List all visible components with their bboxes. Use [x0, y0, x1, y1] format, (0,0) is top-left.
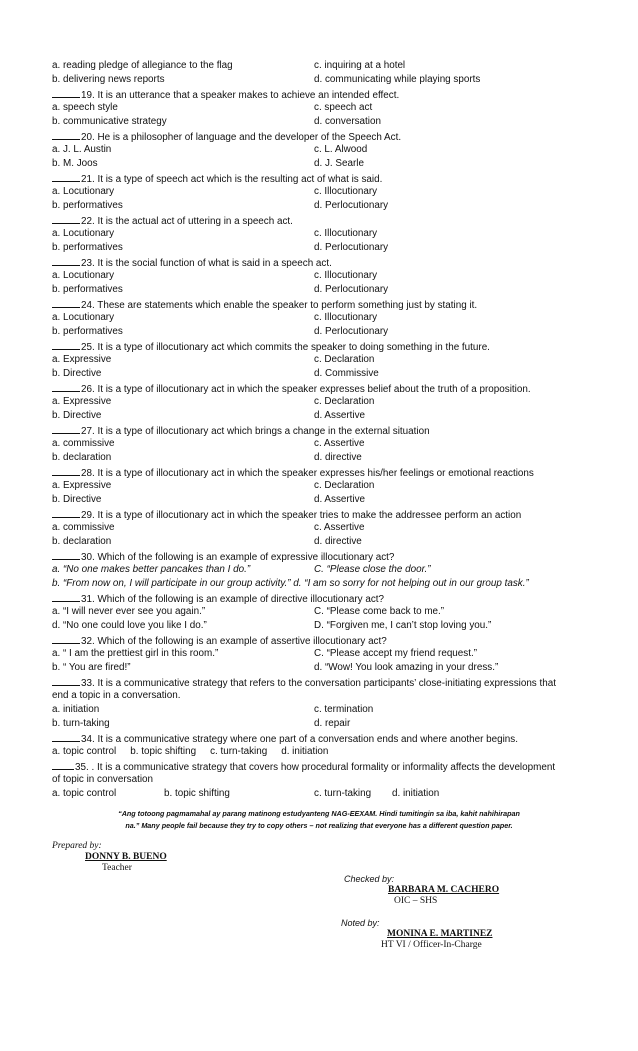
option-left: a. Locutionary: [52, 270, 115, 281]
quote-line-1: “Ang totoong pagmamahal ay parang matinong estudyanteng NAG-EEXAM. Hindi tumitingin sa iba, kahit nahihirapan: [118, 809, 520, 818]
options-row: [52, 115, 600, 129]
option-left: b. “ You are fired!”: [52, 662, 131, 673]
option-right: d. J. Searle: [314, 158, 364, 169]
question-text: 31. Which of the following is an example of directive illocutionary act?: [81, 594, 384, 605]
option-left: a. Expressive: [52, 354, 112, 365]
option-right: D. “Forgiven me, I can’t stop loving you.”: [314, 620, 492, 631]
quote-line-2: na.” Many people fail because they try to copy others – not realizing that everyone has a different question paper.: [125, 821, 513, 830]
options-row: [52, 437, 600, 451]
checked-by-name: BARBARA M. CACHERO: [388, 885, 500, 895]
option-left: a. Locutionary: [52, 186, 115, 197]
closing-quote: [0, 808, 638, 832]
option-left: b. performatives: [52, 200, 123, 211]
options-row: [52, 521, 600, 535]
question-text: 34. It is a communicative strategy where one part of a conversation ends and where another begins.: [81, 734, 518, 745]
option-left: b. performatives: [52, 326, 123, 337]
text-line: end a topic in a conversation.: [52, 690, 181, 701]
prepared-by-role: Teacher: [102, 863, 132, 873]
option-left: a. commissive: [52, 438, 115, 449]
option-right: d. Perlocutionary: [314, 326, 389, 337]
options-row: [52, 283, 600, 297]
option-left: a. “No one makes better pancakes than I do.”: [52, 564, 251, 575]
question-text: 33. It is a communicative strategy that refers to the conversation participants’ close-initiating expressions that: [81, 678, 556, 689]
text-line: of topic in conversation: [52, 774, 154, 785]
option-right: d. repair: [314, 718, 351, 729]
option-inline: d. initiation: [281, 746, 329, 757]
question-text: 26. It is a type of illocutionary act in which the speaker expresses belief about the truth of a proposition.: [81, 384, 531, 395]
options-row: [52, 395, 600, 409]
options-row: [52, 353, 600, 367]
question-line: [52, 171, 600, 185]
option-left: b. delivering news reports: [52, 74, 165, 85]
options-row: [52, 479, 600, 493]
option-left: a. initiation: [52, 704, 100, 715]
option-inline: b. topic shifting: [130, 746, 197, 757]
answer-blank: [52, 731, 80, 742]
noted-by-role: HT VI / Officer-In-Charge: [381, 940, 482, 950]
question-text: 24. These are statements which enable the speaker to perform something just by stating it.: [81, 300, 478, 311]
option-left: b. Directive: [52, 494, 102, 505]
answer-blank: [52, 759, 74, 770]
option-left: a. “ I am the prettiest girl in this room.”: [52, 648, 219, 659]
question-line: [52, 129, 600, 143]
options-row: [52, 199, 600, 213]
option-left: a. J. L. Austin: [52, 144, 112, 155]
question-text: 28. It is a type of illocutionary act in which the speaker expresses his/her feelings or emotional reactions: [81, 468, 534, 479]
option-right: d. Perlocutionary: [314, 242, 389, 253]
options-row: [52, 269, 600, 283]
option-left: b. performatives: [52, 242, 123, 253]
options-row: [52, 493, 600, 507]
question-line: [52, 759, 600, 773]
options-row: [52, 73, 600, 87]
noted-by-name: MONINA E. MARTINEZ: [387, 929, 493, 939]
question-text: 29. It is a type of illocutionary act in which the speaker tries to make the addressee perform an action: [81, 510, 522, 521]
option-right: c. Declaration: [314, 354, 375, 365]
question-text: 22. It is the actual act of uttering in a speech act.: [81, 216, 293, 227]
question-line: [52, 465, 600, 479]
answer-blank: [52, 87, 80, 98]
question-text: 25. It is a type of illocutionary act which commits the speaker to doing something in the future.: [81, 342, 490, 353]
answer-blank: [52, 465, 80, 476]
option-inline: a. topic control: [52, 746, 117, 757]
option-right: d. Perlocutionary: [314, 200, 389, 211]
checked-by-block: [344, 874, 499, 907]
option-left: b. Directive: [52, 410, 102, 421]
prepared-by-label: Prepared by:: [52, 841, 102, 851]
option-right: d. Perlocutionary: [314, 284, 389, 295]
option-right: c. Declaration: [314, 396, 375, 407]
option-right: c. Illocutionary: [314, 312, 378, 323]
answer-blank: [52, 591, 80, 602]
options-row: [52, 535, 600, 549]
option-left: a. Expressive: [52, 396, 112, 407]
option-left: a. Locutionary: [52, 312, 115, 323]
answer-blank: [52, 129, 80, 140]
option-left: a. Expressive: [52, 480, 112, 491]
question-line: [52, 633, 600, 647]
options-row: [52, 647, 600, 661]
options-row: [52, 227, 600, 241]
option-right: c. Illocutionary: [314, 228, 378, 239]
option-right: c. inquiring at a hotel: [314, 60, 406, 71]
question-line: [52, 381, 600, 395]
answer-blank: [52, 507, 80, 518]
option-right: d. Assertive: [314, 410, 366, 421]
question-line: [52, 731, 600, 745]
checked-by-label: Checked by:: [344, 874, 395, 884]
option-right: C. “Please come back to me.”: [314, 606, 445, 617]
option-left: b. turn-taking: [52, 718, 110, 729]
options-row: [52, 605, 600, 619]
question-line: [52, 591, 600, 605]
question-line: [52, 423, 600, 437]
options-row: [52, 409, 600, 423]
text-line: b. “From now on, I will participate in our group activity.” d. “I am so sorry for not helping out in our group task.”: [52, 578, 529, 589]
option-right: c. speech act: [314, 102, 373, 113]
option-right: c. Declaration: [314, 480, 375, 491]
answer-blank: [52, 381, 80, 392]
answer-blank: [52, 675, 80, 686]
option-left: a. reading pledge of allegiance to the flag: [52, 60, 233, 71]
question-line: [52, 255, 600, 269]
option-right: C. “Please close the door.”: [314, 564, 431, 575]
option-left: d. “No one could love you like I do.”: [52, 620, 207, 631]
question-text: 30. Which of the following is an example of expressive illocutionary act?: [81, 552, 395, 563]
option-a: a. topic control: [52, 788, 117, 799]
prepared-by-block: [52, 841, 167, 874]
options-row: [52, 311, 600, 325]
options-row: [52, 241, 600, 255]
option-left: b. communicative strategy: [52, 116, 167, 127]
answer-blank: [52, 339, 80, 350]
question-line: [52, 675, 600, 689]
option-right: c. L. Alwood: [314, 144, 368, 155]
options-row: [52, 101, 600, 115]
option-left: b. declaration: [52, 452, 112, 463]
options-row: [52, 325, 600, 339]
question-text: 27. It is a type of illocutionary act which brings a change in the external situation: [81, 426, 430, 437]
question-text: 21. It is a type of speech act which is the resulting act of what is said.: [81, 174, 383, 185]
question-text: 20. He is a philosopher of language and the developer of the Speech Act.: [81, 132, 402, 143]
option-right: C. “Please accept my friend request.”: [314, 648, 478, 659]
answer-blank: [52, 213, 80, 224]
option-left: a. Locutionary: [52, 228, 115, 239]
options-row: [52, 563, 600, 577]
noted-by-label: Noted by:: [341, 918, 380, 928]
option-c: c. turn-taking: [314, 788, 372, 799]
option-right: d. directive: [314, 452, 362, 463]
question-line: [52, 339, 600, 353]
option-left: a. commissive: [52, 522, 115, 533]
option-right: c. termination: [314, 704, 374, 715]
option-right: d. communicating while playing sports: [314, 74, 481, 85]
question-text: 23. It is the social function of what is said in a speech act.: [81, 258, 332, 269]
question-text: 32. Which of the following is an example of assertive illocutionary act?: [81, 636, 387, 647]
options-row: [52, 619, 600, 633]
option-b: b. topic shifting: [164, 788, 230, 799]
option-left: a. “I will never ever see you again.”: [52, 606, 206, 617]
option-right: d. Assertive: [314, 494, 366, 505]
option-left: b. performatives: [52, 284, 123, 295]
options-row: [52, 367, 600, 381]
option-right: d. directive: [314, 536, 362, 547]
option-right: d. Commissive: [314, 368, 379, 379]
question-line: [52, 549, 600, 563]
options-row: [52, 143, 600, 157]
exam-body: [52, 59, 600, 801]
answer-blank: [52, 633, 80, 644]
question-text: 19. It is an utterance that a speaker makes to achieve an intended effect.: [81, 90, 400, 101]
question-text: 35. . It is a communicative strategy that covers how procedural formality or informality affects the development: [75, 762, 556, 773]
option-right: c. Illocutionary: [314, 270, 378, 281]
option-d: d. initiation: [392, 788, 440, 799]
option-right: d. “Wow! You look amazing in your dress.”: [314, 662, 499, 673]
options-row: [52, 703, 600, 717]
checked-by-role: OIC – SHS: [394, 896, 438, 906]
options-row: [52, 451, 600, 465]
options-row: [52, 787, 600, 801]
option-right: c. Assertive: [314, 522, 365, 533]
options-row: [52, 185, 600, 199]
option-left: b. Directive: [52, 368, 102, 379]
question-line: [52, 507, 600, 521]
option-right: d. conversation: [314, 116, 381, 127]
options-row: [52, 717, 600, 731]
answer-blank: [52, 171, 80, 182]
answer-blank: [52, 297, 80, 308]
options-row: [52, 157, 600, 171]
option-inline: c. turn-taking: [210, 746, 268, 757]
option-left: b. M. Joos: [52, 158, 98, 169]
options-inline: [52, 745, 600, 759]
option-right: c. Assertive: [314, 438, 365, 449]
question-line: [52, 87, 600, 101]
options-row: [52, 661, 600, 675]
prepared-by-name: DONNY B. BUENO: [85, 852, 167, 862]
question-line: [52, 297, 600, 311]
option-left: b. declaration: [52, 536, 112, 547]
answer-blank: [52, 423, 80, 434]
question-line: [52, 213, 600, 227]
noted-by-block: [341, 918, 493, 951]
answer-blank: [52, 255, 80, 266]
option-right: c. Illocutionary: [314, 186, 378, 197]
options-row: [52, 59, 600, 73]
option-left: a. speech style: [52, 102, 118, 113]
answer-blank: [52, 549, 80, 560]
